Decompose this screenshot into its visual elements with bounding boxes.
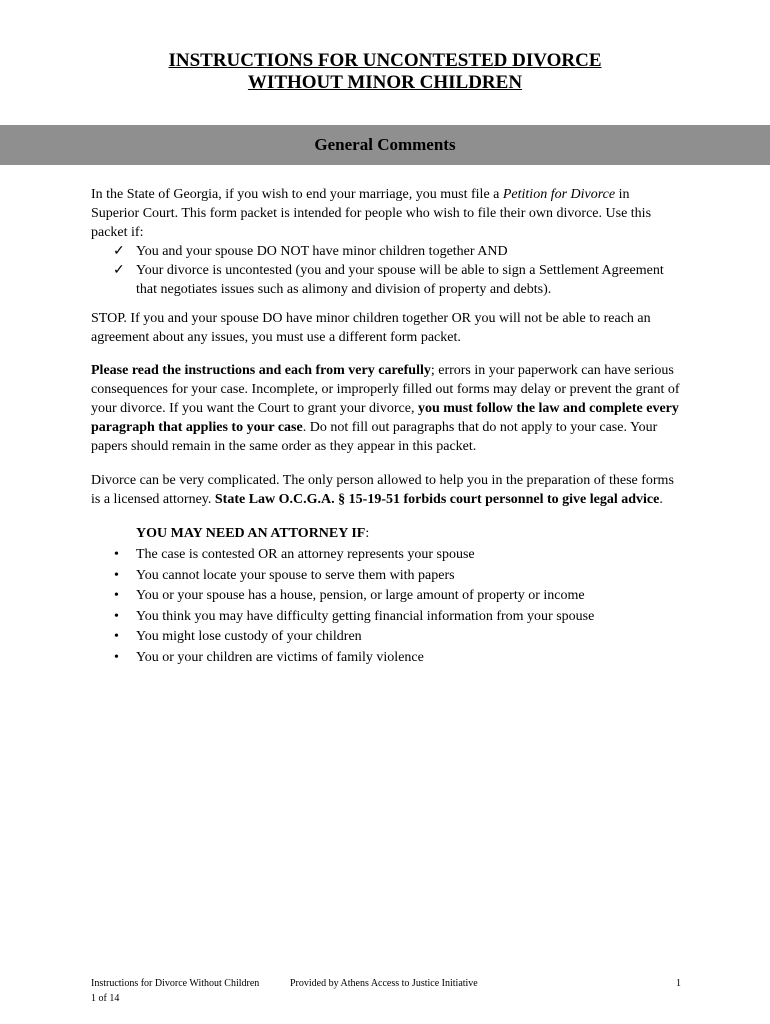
complicated-text-2: . xyxy=(659,492,663,507)
document-body xyxy=(91,185,681,668)
list-item xyxy=(91,566,681,587)
intro-text-2: in Superior Court. This form packet is intended for people who wish to file their own divorce. Use this packet if: xyxy=(91,187,652,240)
law-citation-bold: State Law O.C.G.A. § 15-19-51 forbids court personnel to give legal advice xyxy=(214,492,660,507)
complicated-paragraph xyxy=(91,471,681,509)
checklist-item xyxy=(91,261,681,299)
list-item xyxy=(91,627,681,648)
checkmark-icon: ✓ xyxy=(113,244,125,259)
document-title xyxy=(0,50,770,94)
intro-text-1: In the State of Georgia, if you wish to end your marriage, you must file a xyxy=(91,187,503,202)
checklist-item xyxy=(91,242,681,261)
bullet-icon: • xyxy=(114,649,119,665)
footer-document-name: Instructions for Divorce Without Children xyxy=(91,978,260,989)
read-bold-2: you must follow the law and complete every paragraph that applies to your case xyxy=(91,401,679,435)
intro-paragraph xyxy=(91,185,681,242)
eligibility-checklist xyxy=(91,242,681,299)
read-carefully-paragraph xyxy=(91,361,681,456)
checklist-item-text: Your divorce is uncontested (you and your spouse will be able to sign a Settlement Agreement that negotiates issues such as alimony and division of property and debts). xyxy=(136,263,664,297)
bullet-icon: • xyxy=(114,588,119,603)
list-item xyxy=(91,607,681,628)
attorney-reasons-list xyxy=(91,545,681,668)
list-item-text: You might lose custody of your children xyxy=(136,629,362,644)
read-text-2: . Do not fill out paragraphs that do not apply to your case. Your papers should remain in the same order as they appear in this packet. xyxy=(91,420,658,454)
title-line-1: INSTRUCTIONS FOR UNCONTESTED DIVORCE xyxy=(168,50,602,71)
title-line-2: WITHOUT MINOR CHILDREN xyxy=(247,72,523,93)
section-title: General Comments xyxy=(314,135,456,154)
petition-italic: Petition for Divorce xyxy=(502,187,616,202)
attorney-heading-bold: YOU MAY NEED AN ATTORNEY IF xyxy=(136,526,366,541)
list-item-text: The case is contested OR an attorney represents your spouse xyxy=(136,547,475,562)
bullet-icon: • xyxy=(114,567,119,583)
attorney-heading xyxy=(91,524,681,543)
footer-page-count: 1 of 14 xyxy=(91,993,120,1004)
footer-page-number: 1 xyxy=(676,978,681,989)
bullet-icon: • xyxy=(114,608,119,624)
checkmark-icon: ✓ xyxy=(113,263,125,278)
footer-provider: Provided by Athens Access to Justice Initiative xyxy=(290,978,478,989)
stop-paragraph: STOP. If you and your spouse DO have minor children together OR you will not be able to reach an agreement about any issues, you must use a different form packet. xyxy=(91,311,651,345)
checklist-item-text: You and your spouse DO NOT have minor children together AND xyxy=(136,244,508,259)
section-header-band xyxy=(0,125,770,165)
list-item xyxy=(91,648,681,669)
list-item-text: You cannot locate your spouse to serve them with papers xyxy=(136,567,455,583)
list-item-text: You think you may have difficulty getting financial information from your spouse xyxy=(136,608,595,624)
complicated-text-1: Divorce can be very complicated. The only person allowed to help you in the preparation of these forms is a licensed attorney. xyxy=(91,473,674,507)
read-bold-1: Please read the instructions and each from very carefully xyxy=(91,363,431,378)
bullet-icon: • xyxy=(114,629,119,644)
list-item xyxy=(91,545,681,566)
list-item-text: You or your spouse has a house, pension, or large amount of property or income xyxy=(136,588,585,603)
list-item xyxy=(91,586,681,607)
attorney-heading-colon: : xyxy=(365,526,370,541)
bullet-icon: • xyxy=(114,547,119,562)
list-item-text: You or your children are victims of family violence xyxy=(136,649,424,665)
read-text-1: ; errors in your paperwork can have serious consequences for your case. Incomplete, or improperly filled out forms may delay or prevent the grant of your divorce. If you want the Court to grant your divorce, xyxy=(91,363,680,416)
